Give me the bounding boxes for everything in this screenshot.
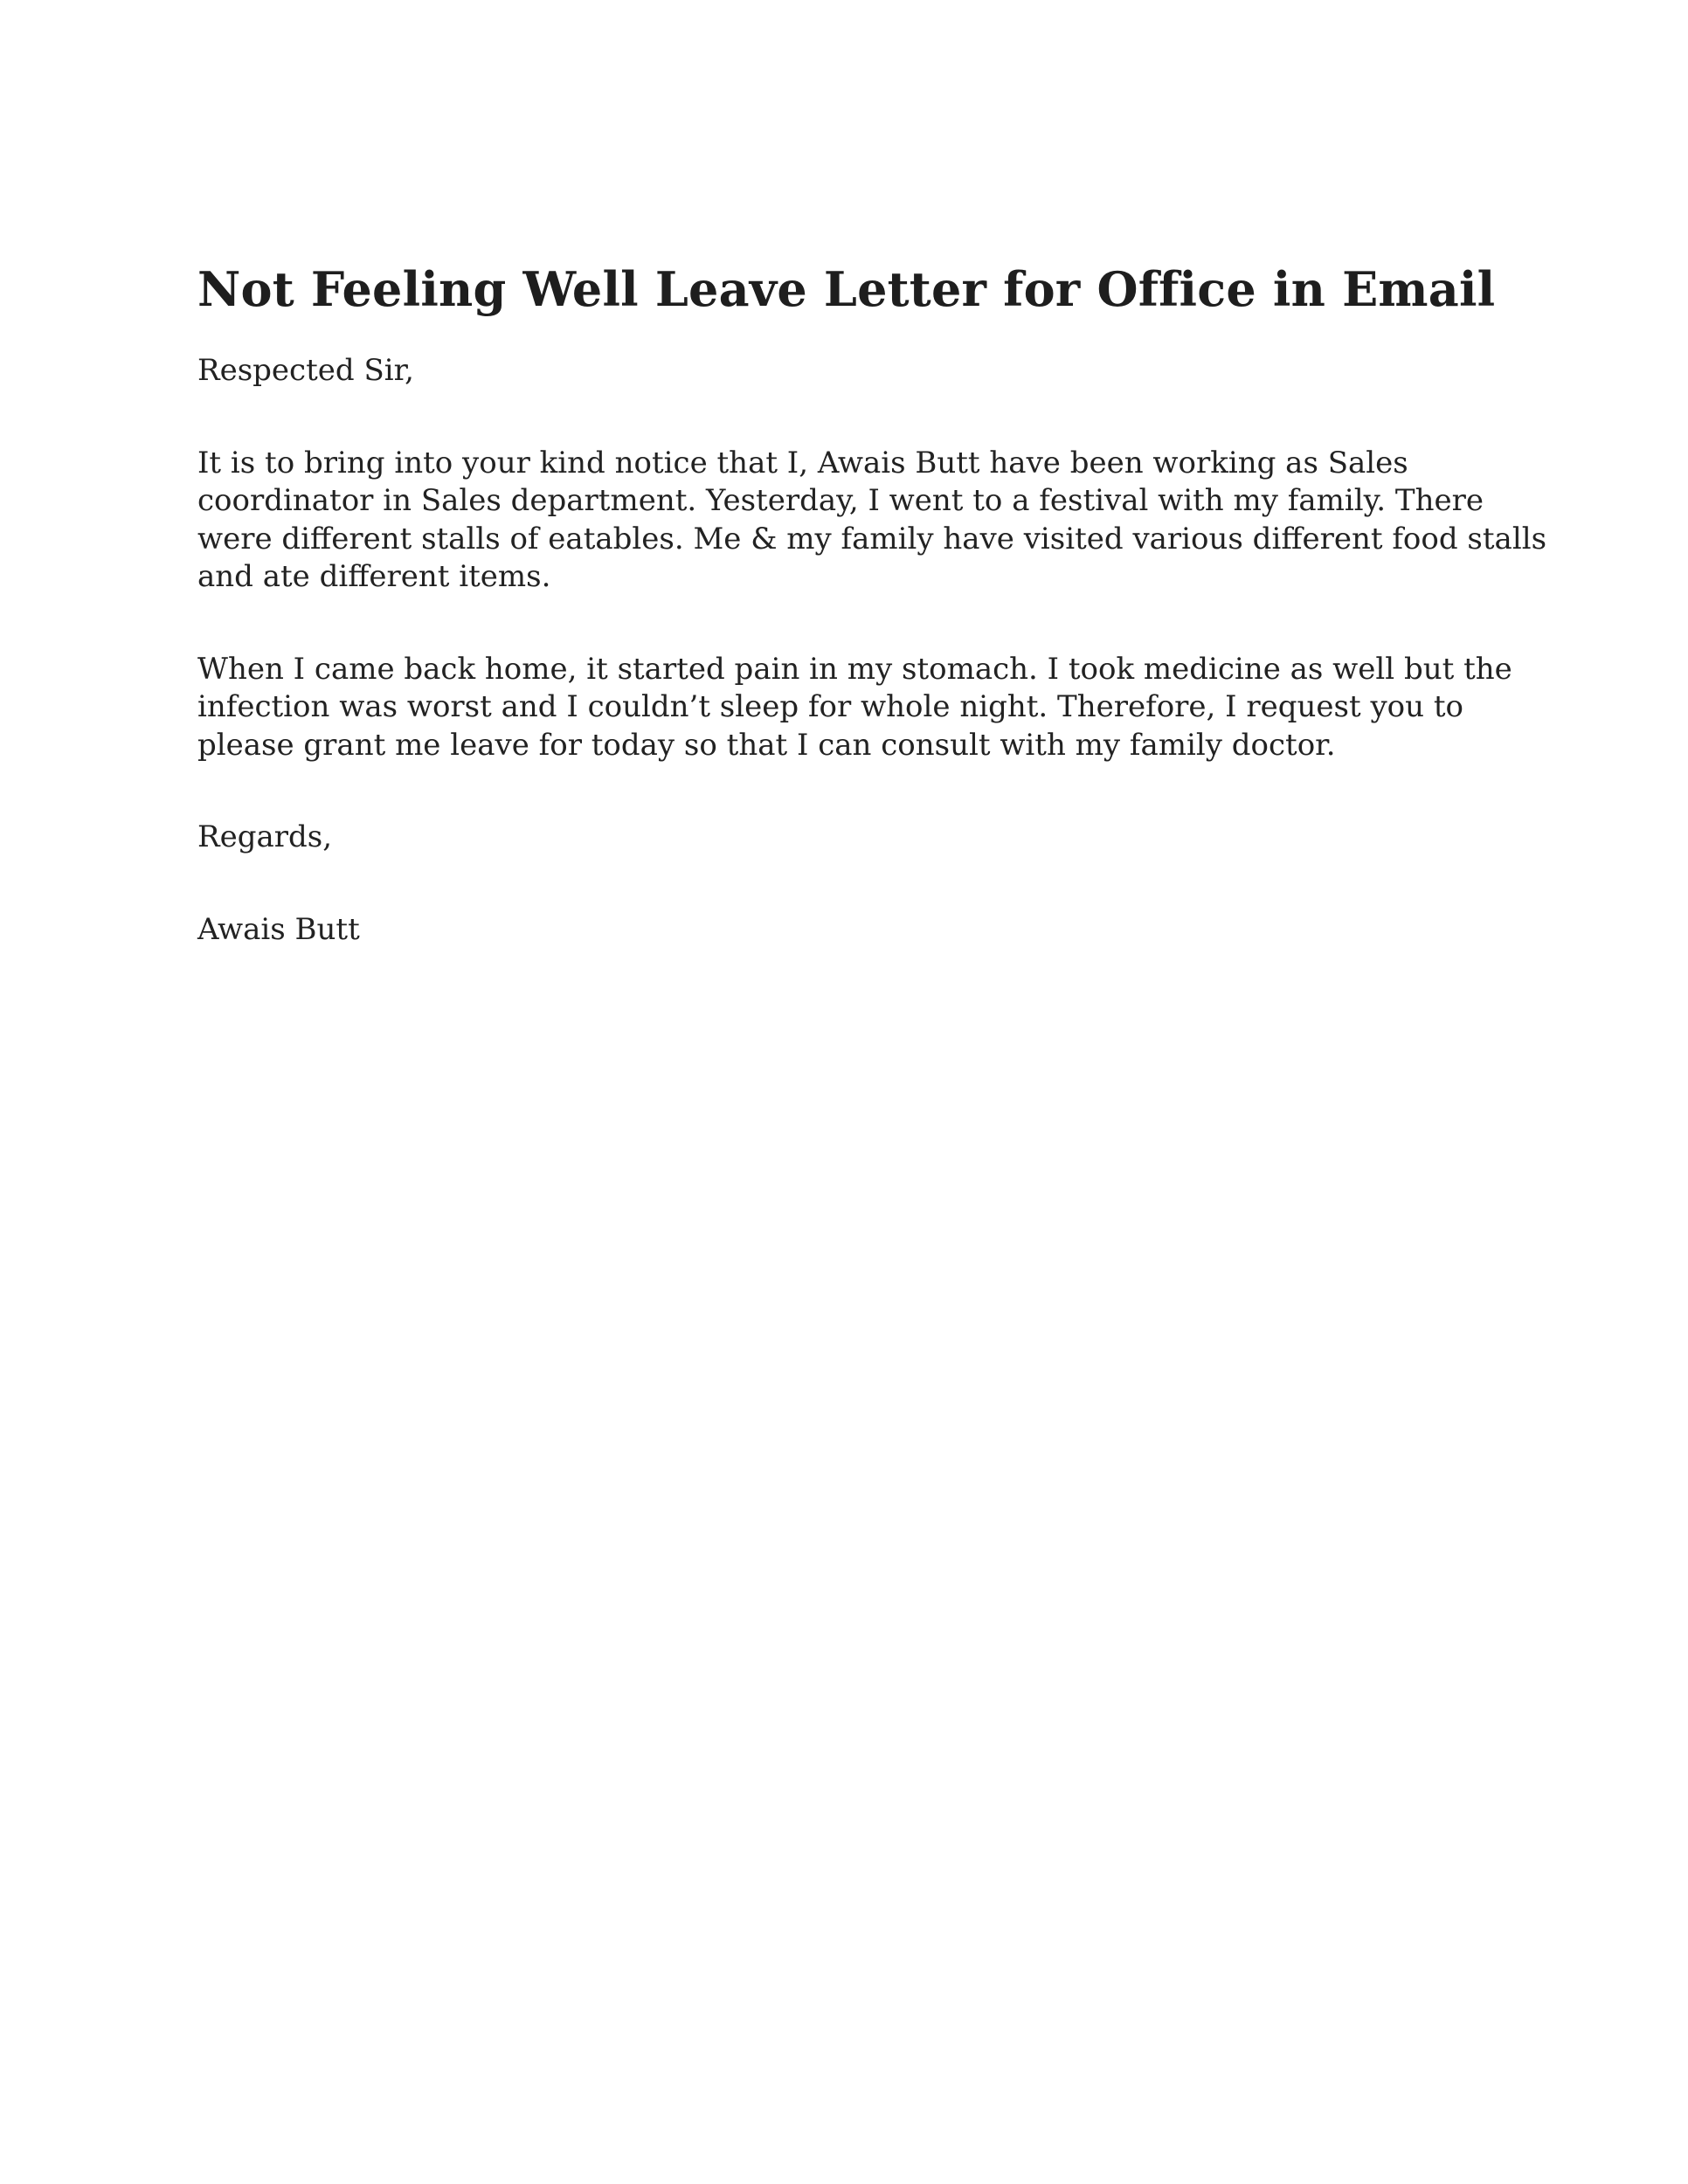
letter-title: Not Feeling Well Leave Letter for Office in Email [197, 261, 1496, 317]
paragraph-line: It is to bring into your kind notice that I, Awais Butt have been working as Sales [197, 445, 1408, 480]
paragraph-line: infection was worst and I couldn’t sleep for whole night. Therefore, I request you to [197, 689, 1463, 724]
paragraph-line: were different stalls of eatables. Me & my family have visited various different food stalls [197, 521, 1547, 556]
paragraph-line: and ate different items. [197, 559, 551, 594]
paragraph-intro [197, 445, 1547, 597]
salutation: Respected Sir, [197, 353, 414, 388]
paragraph-request [197, 651, 1512, 765]
signature: Awais Butt [197, 911, 360, 947]
paragraph-line: When I came back home, it started pain in my stomach. I took medicine as well but the [197, 651, 1512, 687]
letter-body [197, 256, 1547, 1003]
paragraph-line: coordinator in Sales department. Yesterday, I went to a festival with my family. There [197, 483, 1484, 518]
paragraph-line: please grant me leave for today so that I can consult with my family doctor. [197, 727, 1336, 763]
closing: Regards, [197, 819, 333, 854]
